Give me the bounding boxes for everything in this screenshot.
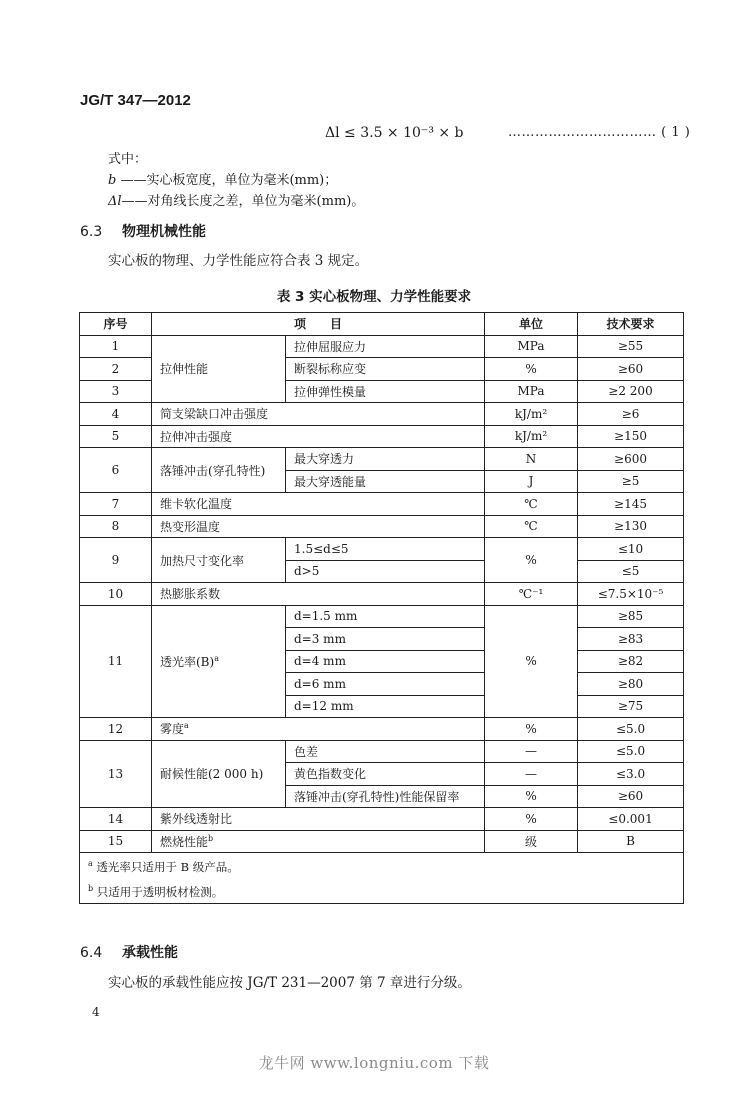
row-no: 2 [80,358,152,381]
table-note [88,878,675,903]
formula-label: ( 1 ) [661,125,691,140]
row-group: 落锤冲击(穿孔特性) [152,448,286,493]
row-unit: MPa [485,380,578,403]
table-row [80,448,684,471]
row-subitem: 最大穿透能量 [286,470,485,493]
paragraph-6-4: 实心板的承载性能应按 JG/T 231—2007 第 7 章进行分级。 [108,975,471,991]
row-unit: — [485,763,578,786]
row-item: 热膨胀系数 [152,583,485,606]
section-title: 承载性能 [122,945,178,961]
row-requirement: ≤5 [578,560,684,583]
row-unit: ℃ [485,493,578,516]
definition-delta-l [108,190,364,209]
row-requirement: ≥145 [578,493,684,516]
row-requirement: ≥85 [578,605,684,628]
table-row [80,808,684,831]
row-requirement: ≥6 [578,403,684,426]
section-heading-6-3 [80,221,206,241]
row-unit: J [485,470,578,493]
row-unit: kJ/m² [485,425,578,448]
row-subitem: d>5 [286,560,485,583]
footnote-mark: a [184,721,189,731]
row-unit: % [485,808,578,831]
row-requirement: ≥150 [578,425,684,448]
row-item: 紫外线透射比 [152,808,485,831]
footnote-mark: a [214,653,219,663]
row-subitem: d=12 mm [286,695,485,718]
row-requirement: ≥75 [578,695,684,718]
section-title: 物理机械性能 [122,224,206,240]
row-requirement: ≥600 [578,448,684,471]
row-requirement: ≤5.0 [578,718,684,741]
section-heading-6-4 [80,942,178,962]
group-label: 透光率(B) [160,654,215,669]
row-no: 5 [80,425,152,448]
where-label: 式中： [108,152,148,167]
footnote-mark: b [208,833,214,843]
document-header: JG/T 347—2012 [80,92,191,109]
item-label: 雾度 [160,722,185,737]
definition-b [108,169,337,188]
row-unit: ℃ [485,515,578,538]
row-requirement: ≥5 [578,470,684,493]
row-unit: % [485,718,578,741]
row-subitem: 色差 [286,740,485,763]
note-mark: b [88,883,94,893]
header-unit: 单位 [485,313,578,336]
row-unit: kJ/m² [485,403,578,426]
formula-dots: …………………………… [508,125,657,140]
row-group: 拉伸性能 [152,335,286,403]
row-subitem: 拉伸弹性模量 [286,380,485,403]
row-no: 13 [80,740,152,808]
row-requirement: ≥130 [578,515,684,538]
row-subitem: 断裂标称应变 [286,358,485,381]
row-item [152,830,485,853]
note-text: 只适用于透明板材检测。 [96,884,224,899]
table-note [88,853,675,878]
row-unit: % [485,605,578,718]
table-caption: 表 3 实心板物理、力学性能要求 [276,289,472,305]
row-no: 4 [80,403,152,426]
row-subitem: 拉伸屈服应力 [286,335,485,358]
definition-symbol: Δl [108,194,122,209]
table-notes-row [80,853,684,904]
row-group: 加热尺寸变化率 [152,538,286,583]
table-notes [80,853,684,904]
row-item: 热变形温度 [152,515,485,538]
row-unit: 级 [485,830,578,853]
row-no: 11 [80,605,152,718]
row-no: 7 [80,493,152,516]
table-row [80,335,684,358]
paragraph-6-3: 实心板的物理、力学性能应符合表 3 规定。 [108,253,369,269]
row-no: 15 [80,830,152,853]
table-row [80,403,684,426]
row-subitem: d=4 mm [286,650,485,673]
row-requirement: ≤3.0 [578,763,684,786]
row-no: 1 [80,335,152,358]
row-unit: N [485,448,578,471]
table-row [80,740,684,763]
table-row [80,493,684,516]
table-row [80,538,684,561]
row-subitem: 落锤冲击(穿孔特性)性能保留率 [286,785,485,808]
row-group: 耐候性能(2 000 h) [152,740,286,808]
row-no: 9 [80,538,152,583]
row-requirement: ≤5.0 [578,740,684,763]
table-row [80,605,684,628]
formula-number [508,125,690,140]
formula: Δl ≤ 3.5 × 10⁻³ × b [325,125,464,141]
row-unit: % [485,358,578,381]
table-header-row [80,313,684,336]
section-number: 6.4 [80,945,103,961]
row-item: 拉伸冲击强度 [152,425,485,448]
row-no: 6 [80,448,152,493]
row-subitem: d=3 mm [286,628,485,651]
table-row [80,515,684,538]
row-group [152,605,286,718]
row-no: 3 [80,380,152,403]
header-item: 项 目 [152,313,485,336]
row-subitem: d=1.5 mm [286,605,485,628]
item-label: 燃烧性能 [160,834,209,849]
row-requirement: ≥82 [578,650,684,673]
row-subitem: 1.5≤d≤5 [286,538,485,561]
row-unit: % [485,538,578,583]
row-unit: ℃⁻¹ [485,583,578,606]
row-subitem: 最大穿透力 [286,448,485,471]
row-unit: — [485,740,578,763]
row-requirement: ≥60 [578,358,684,381]
header-no: 序号 [80,313,152,336]
page-number: 4 [92,1005,100,1019]
definition-symbol: b [108,173,117,188]
row-requirement: ≥2 200 [578,380,684,403]
row-requirement: ≤10 [578,538,684,561]
row-requirement: B [578,830,684,853]
row-no: 10 [80,583,152,606]
note-text: 透光率只适用于 B 级产品。 [96,859,239,874]
row-no: 12 [80,718,152,741]
note-mark: a [88,859,93,868]
row-requirement: ≥80 [578,673,684,696]
row-requirement: ≥60 [578,785,684,808]
definition-text: ——实心板宽度，单位为毫米(mm)； [116,173,338,188]
section-number: 6.3 [80,224,103,240]
spec-table [79,312,684,904]
table-row [80,425,684,448]
definition-text: ——对角线长度之差，单位为毫米(mm)。 [121,194,365,209]
row-unit: MPa [485,335,578,358]
row-subitem: d=6 mm [286,673,485,696]
table-row [80,830,684,853]
table-row [80,718,684,741]
row-unit: % [485,785,578,808]
row-requirement: ≤7.5×10⁻⁵ [578,583,684,606]
row-item [152,718,485,741]
row-requirement: ≥55 [578,335,684,358]
header-requirement: 技术要求 [578,313,684,336]
watermark: 龙牛网 www.longniu.com 下载 [258,1054,490,1072]
row-no: 8 [80,515,152,538]
row-requirement: ≥83 [578,628,684,651]
table-row [80,583,684,606]
row-no: 14 [80,808,152,831]
row-requirement: ≤0.001 [578,808,684,831]
row-item: 简支梁缺口冲击强度 [152,403,485,426]
row-subitem: 黄色指数变化 [286,763,485,786]
row-item: 维卡软化温度 [152,493,485,516]
